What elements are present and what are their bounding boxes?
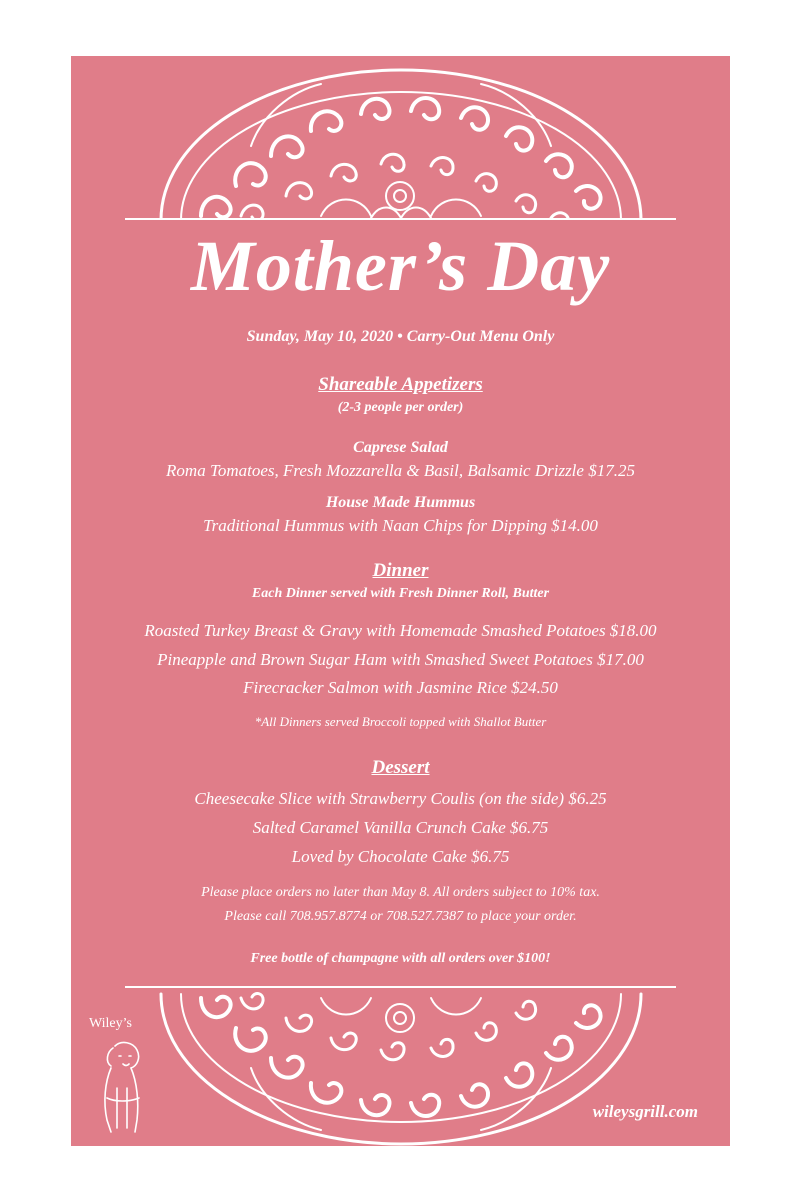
appetizer-name: Caprese Salad <box>353 439 448 456</box>
order-phone-text: Please call 708.957.8774 or 708.527.7387 to place your order. <box>224 909 577 924</box>
menu-card <box>71 56 730 1146</box>
logo-text: Wiley’s <box>89 1016 132 1031</box>
dinner-item: Firecracker Salmon with Jasmine Rice $24.50 <box>243 678 558 697</box>
promo-text: Free bottle of champagne with all orders over $100! <box>250 951 551 966</box>
dinner-item: Roasted Turkey Breast & Gravy with Homemade Smashed Potatoes $18.00 <box>144 621 657 640</box>
appetizer-description: Roma Tomatoes, Fresh Mozzarella & Basil, Balsamic Drizzle $17.25 <box>166 461 635 480</box>
wileys-logo <box>89 1016 159 1136</box>
ornament-top-icon <box>71 56 730 226</box>
section-heading-dinner: Dinner <box>372 560 429 581</box>
appetizer-name: House Made Hummus <box>325 494 476 511</box>
page-subtitle: Sunday, May 10, 2020 • Carry-Out Menu Only <box>246 328 555 345</box>
appetizer-description: Traditional Hummus with Naan Chips for Dipping $14.00 <box>203 516 598 535</box>
dessert-item: Salted Caramel Vanilla Crunch Cake $6.75 <box>252 818 549 837</box>
ornament-bottom-icon <box>71 988 730 1146</box>
section-heading-dessert: Dessert <box>371 757 430 778</box>
dinner-note: Each Dinner served with Fresh Dinner Roll, Butter <box>251 586 550 601</box>
dinner-item: Pineapple and Brown Sugar Ham with Smashed Sweet Potatoes $17.00 <box>157 650 644 669</box>
dog-logo-icon <box>93 1038 153 1134</box>
section-heading-appetizers: Shareable Appetizers <box>318 374 483 395</box>
dessert-item: Loved by Chocolate Cake $6.75 <box>291 847 510 866</box>
dinner-footnote: *All Dinners served Broccoli topped with Shallot Butter <box>254 714 547 729</box>
dessert-item: Cheesecake Slice with Strawberry Coulis (on the side) $6.25 <box>194 789 607 808</box>
website-link[interactable]: wileysgrill.com <box>592 1102 698 1121</box>
appetizers-note: (2-3 people per order) <box>337 400 464 415</box>
page-title: Mother’s Day <box>190 226 611 306</box>
order-deadline-text: Please place orders no later than May 8. All orders subject to 10% tax. <box>201 885 600 900</box>
divider-top <box>125 218 676 220</box>
